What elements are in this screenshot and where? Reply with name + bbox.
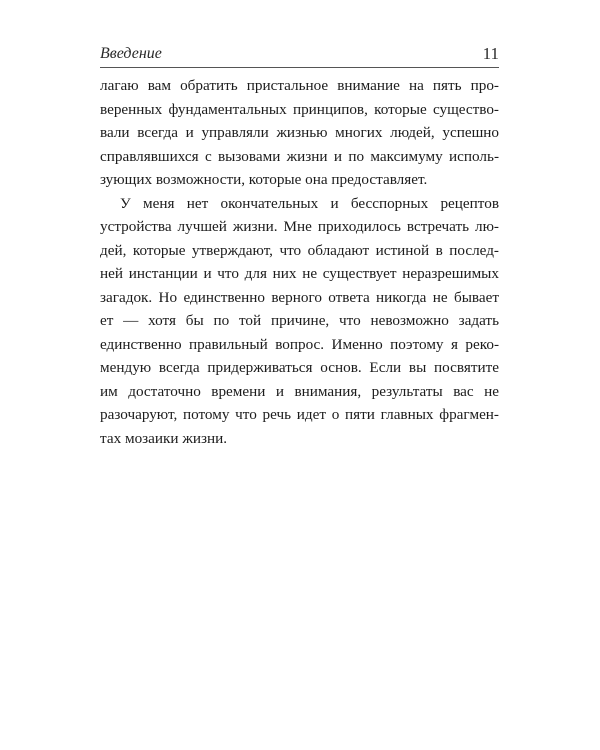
text-line: мендую всегда придерживаться основ. Если вы посвятите [100,359,499,376]
body-text [100,74,499,450]
text-line: веренных фундаментальных принципов, которые существо- [100,100,499,118]
text-line: зующих возможности, которые она предоставляет. [100,171,428,188]
page-number: 11 [482,44,499,63]
text-line: ней инстанции и что для них не существует неразрешимых [100,265,499,282]
text-line: лагаю вам обратить пристальное внимание на пять про- [100,77,499,94]
running-header [100,44,499,68]
text-line: единственно правильный вопрос. Именно поэтому я реко- [100,335,499,353]
text-line: тах мозаики жизни. [100,429,228,447]
text-line: им достаточно времени и внимания, результаты вас не [100,382,499,400]
text-line: устройства лучшей жизни. Мне приходилось встречать лю- [100,218,499,235]
section-title: Введение [100,45,162,62]
text-line: ет — хотя бы по той причине, что невозможно задать [100,312,499,329]
text-line: загадок. Но единственно верного ответа никогда не бывает [100,288,499,306]
text-line: вали всегда и управляли жизнью многих людей, успешно [100,124,499,141]
text-line: дей, которые утверждают, что обладают истиной в послед- [100,241,499,259]
header-rule [100,67,499,68]
text-line: разочаруют, потому что речь идет о пяти главных фрагмен- [100,406,499,423]
paragraph-1 [100,74,499,192]
text-line: У меня нет окончательных и бесспорных рецептов [120,194,499,212]
paragraph-2 [100,192,499,451]
text-line: справлявшихся с вызовами жизни и по максимуму исполь- [100,147,499,165]
